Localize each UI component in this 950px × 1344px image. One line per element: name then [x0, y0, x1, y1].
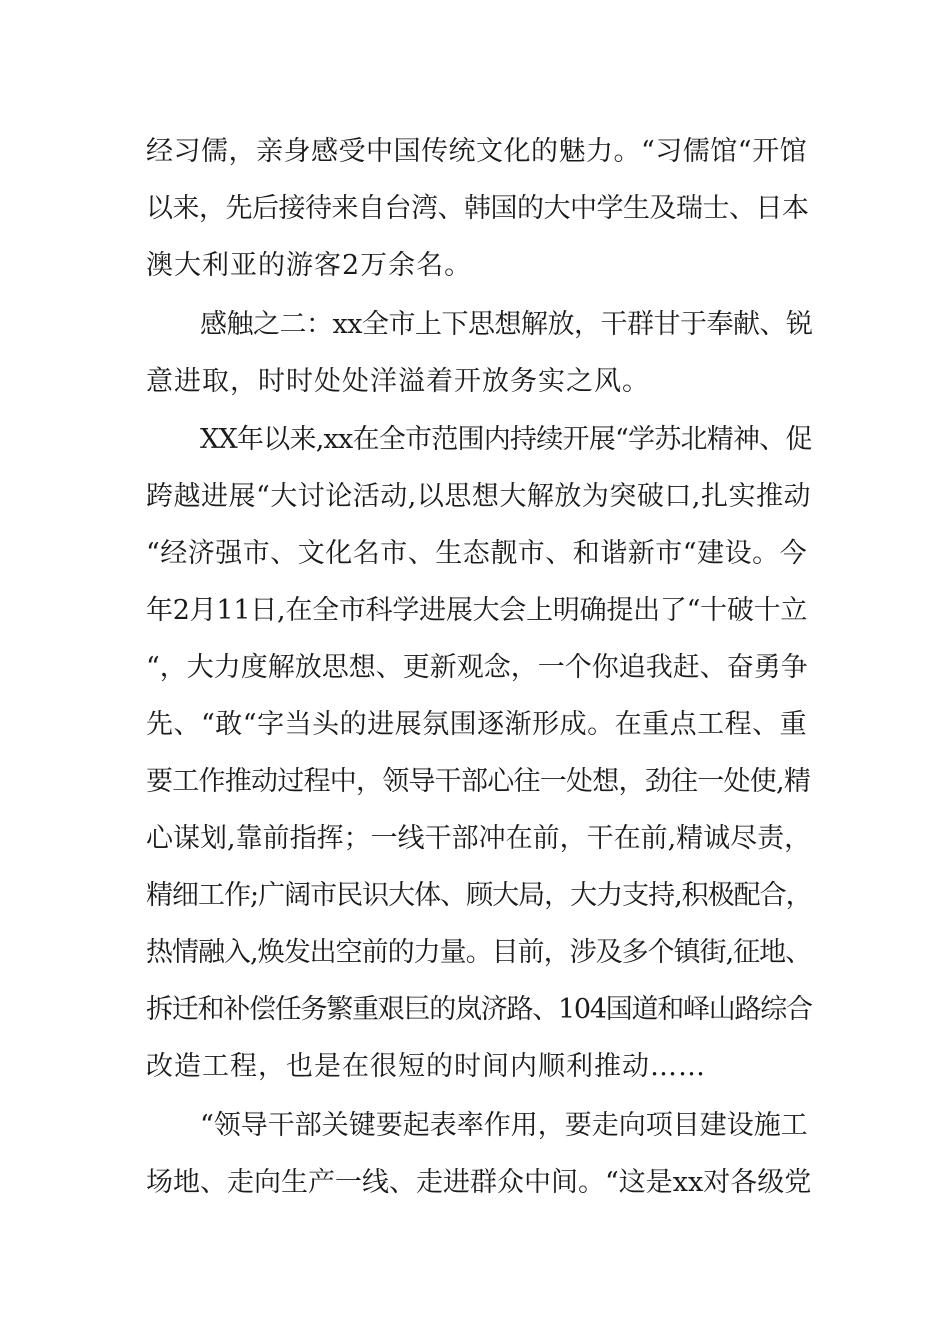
text-line: “，大力度解放思想、更新观念，一个你追我赶、奋勇争	[146, 652, 808, 683]
text-line: 心谋划,靠前指挥；一线干部冲在前，干在前,精诚尽责，	[146, 823, 812, 854]
text-line: 感触之二：xx全市上下思想解放，干群甘于奉献、锐	[200, 309, 813, 340]
text-line: 场地、走向生产一线、走进群众中间。“这是xx对各级党	[146, 1167, 812, 1198]
text-line: “经济强市、文化名市、生态靓市、和谐新市“建设。今	[146, 538, 808, 569]
text-line: 意进取，时时处处洋溢着开放务实之风。	[146, 366, 650, 397]
text-line: 以来，先后接待来自台湾、韩国的大中学生及瑞士、日本	[146, 193, 809, 224]
text-line: 精细工作;广阔市民识大体、顾大局，大力支持,积极配合，	[146, 880, 812, 911]
text-line: “领导干部关键要起表率作用，要走向项目建设施工	[200, 1110, 808, 1141]
text-line: 改造工程，也是在很短的时间内顺利推动……	[146, 1051, 706, 1082]
text-line: 经习儒，亲身感受中国传统文化的魅力。“习儒馆“开馆	[146, 136, 808, 167]
text-line: 拆迁和补偿任务繁重艰巨的岚济路、104国道和峄山路综合	[146, 994, 812, 1025]
text-line: XX年以来,xx在全市范围内持续开展“学苏北精神、促	[200, 424, 812, 455]
text-line: 澳大利亚的游客2万余名。	[146, 250, 473, 281]
text-line: 先、“敢“字当头的进展氛围逐渐形成。在重点工程、重	[146, 709, 808, 740]
text-line: 跨越进展“大讨论活动,以思想大解放为突破口,扎实推动	[146, 481, 811, 512]
text-line: 要工作推动过程中，领导干部心往一处想，劲往一处使,精	[146, 766, 811, 797]
text-line: 热情融入,焕发出空前的力量。目前，涉及多个镇街,征地、	[146, 937, 812, 968]
text-line: 年2月11日,在全市科学进展大会上明确提出了“十破十立	[146, 595, 808, 626]
